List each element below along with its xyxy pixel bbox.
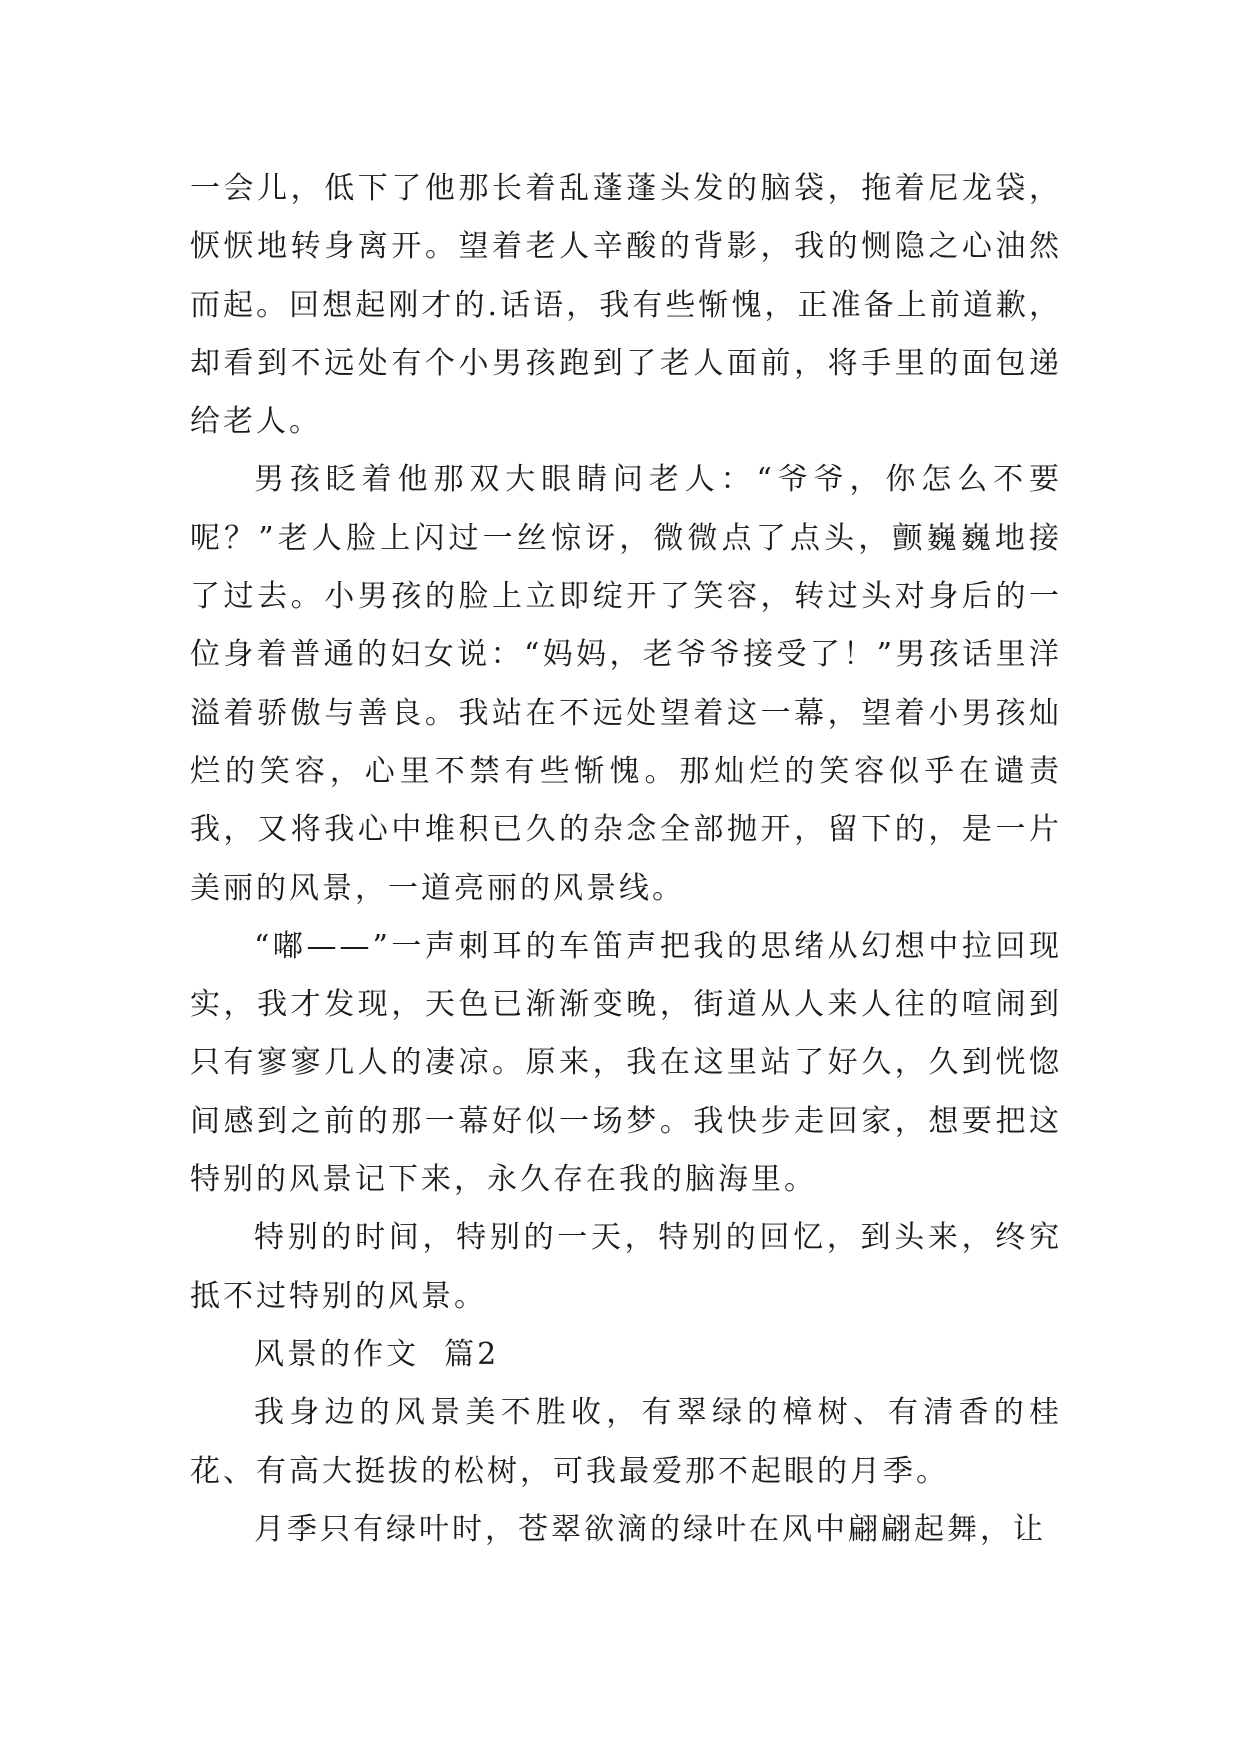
paragraph-boy-and-old-man: 男孩眨着他那双大眼睛问老人：“爷爷，你怎么不要呢？”老人脸上闪过一丝惊讶，微微点了点头，颤巍巍地接了过去。小男孩的脸上立即绽开了笑容，转过头对身后的一位身着普通的妇女说：“妈妈，老爷爷接受了！”男孩话里洋溢着骄傲与善良。我站在不远处望着这一幕，望着小男孩灿烂的笑容，心里不禁有些惭愧。那灿烂的笑容似乎在谴责我，又将我心中堆积已久的杂念全部抛开，留下的，是一片美丽的风景，一道亮丽的风景线。 bbox=[190, 462, 1062, 906]
paragraph-car-horn: “嘟——”一声刺耳的车笛声把我的思绪从幻想中拉回现实，我才发现，天色已渐渐变晚，街道从人来人往的喧闹到只有寥寥几人的凄凉。原来，我在这里站了好久，久到恍惚间感到之前的那一幕好似一场梦。我快步走回家，想要把这特别的风景记下来，永久存在我的脑海里。 bbox=[190, 928, 1062, 1198]
paragraph-conclusion: 特别的时间，特别的一天，特别的回忆，到头来，终究抵不过特别的风景。 bbox=[190, 1220, 1062, 1314]
essay-body bbox=[190, 160, 1062, 1559]
section-heading: 风景的作文 篇2 bbox=[254, 1336, 500, 1372]
paragraph-scenery-intro: 我身边的风景美不胜收，有翠绿的樟树、有清香的桂花、有高大挺拔的松树，可我最爱那不起眼的月季。 bbox=[190, 1395, 1062, 1489]
paragraph-continued: 一会儿，低下了他那长着乱蓬蓬头发的脑袋，拖着尼龙袋，恹恹地转身离开。望着老人辛酸的背影，我的恻隐之心油然而起。回想起刚才的.话语，我有些惭愧，正准备上前道歉，却看到不远处有个小男孩跑到了老人面前，将手里的面包递给老人。 bbox=[190, 171, 1062, 440]
paragraph-rose: 月季只有绿叶时，苍翠欲滴的绿叶在风中翩翩起舞，让 bbox=[254, 1511, 1046, 1547]
